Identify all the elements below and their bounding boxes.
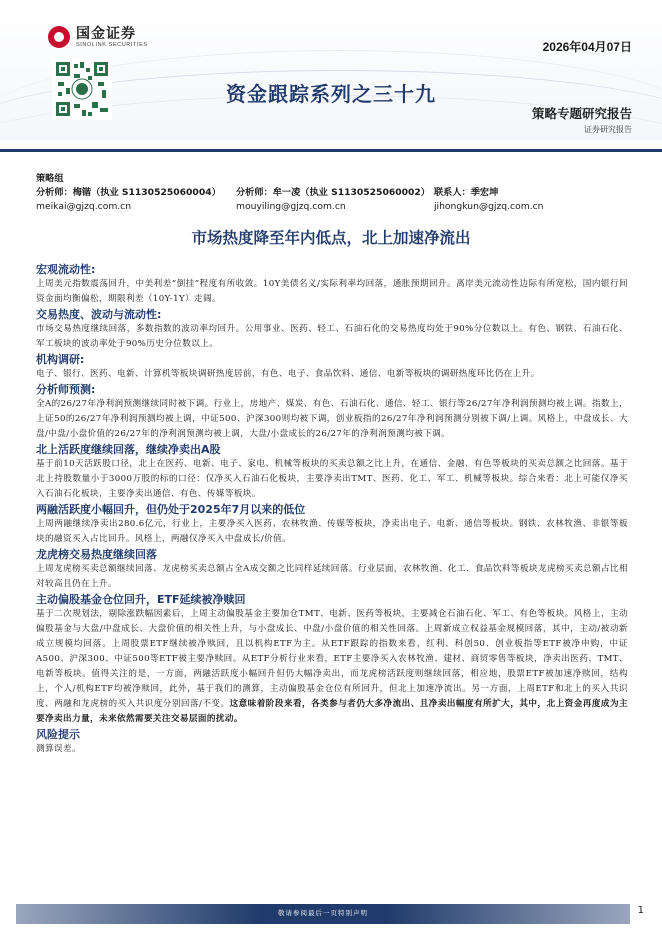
- report-date: 2026年04月07日: [542, 40, 632, 54]
- analyst-email[interactable]: meikai@gjzq.com.cn: [36, 201, 132, 212]
- section-heading: 风险提示: [36, 728, 80, 741]
- section-dragon-tiger: [36, 547, 628, 592]
- section-heading: 两融活跃度小幅回升，但仍处于2025年7月以来的低位: [36, 503, 306, 516]
- section-risk: [36, 727, 628, 757]
- report-type: 策略专题研究报告: [531, 106, 632, 121]
- analyst-name: 分析师：牟一凌（执业 S1130525060002）: [236, 187, 430, 198]
- page-number: 1: [637, 905, 644, 916]
- header-divider: [0, 149, 662, 152]
- analyst-2: [236, 186, 434, 214]
- logo-name-cn: 国金证券: [76, 25, 136, 41]
- section-heading: 交易热度、波动与流动性:: [36, 308, 162, 321]
- section-text: [36, 607, 628, 727]
- section-text: 上周龙虎榜买卖总额继续回落、龙虎榜买卖总额占全A成交额之比同样延续回落。行业层面，农林牧渔、化工、食品饮料等板块龙虎榜买卖总额占比相对较高且仍在上升。: [36, 564, 628, 589]
- company-logo: [48, 26, 148, 48]
- section-trading-heat: [36, 307, 628, 352]
- team-label: 策略组: [36, 173, 64, 184]
- logo-name-en: SINOLINK SECURITIES: [76, 42, 148, 49]
- section-text: 基于前10天活跃股口径，北上在医药、电新、电子、家电、机械等板块的买卖总额之比上升，在通信、金融、有色等板块的买卖总额之比回落。基于北上持股数量小于3000万股的标的口径：仅净买入石油石化板块，主要净卖出TMT、医药、化工、军工、机械等板块。综合来看：北上可能仅净买入石油石化板块，主要净卖出通信、有色、传媒等板块。: [36, 459, 628, 499]
- footer-disclaimer: 敬请参阅最后一页特别声明: [278, 909, 368, 917]
- section-text: 市场交易热度继续回落，多数指数的波动率均回升。公用事业、医药、轻工、石油石化的交易热度均处于90%分位数以上。有色、钢铁、石油石化、军工板块的波动率处于90%历史分位数以上。: [36, 324, 628, 349]
- section-text-main: 基于二次规划法，剔除涨跌幅因素后，上周主动偏股基金主要加仓TMT、电新、医药等板块，主要减仓石油石化、军工、有色等板块。风格上，主动偏股基金与大盘/中盘成长、大盘价值的相关性上升，与小盘成长、中盘/小盘价值的相关性回落。上周新成立权益基金规模回落，其中，主动/被动新成立规模均回落。上周股票ETF继续被净赎回，且以机构ETF为主。从ETF跟踪的指数来看，红利、科创50、创业板指等ETF被净申购，中证A500、沪深300、中证500等ETF被主要净赎回。从ETF分析行业来看，ETF主要净买入农林牧渔、建材、商贸零售等板块，净卖出医药、TMT、电新等板块。值得关注的是，一方面，两融活跃度小幅回升但仍大幅净卖出，而龙虎榜活跃度则继续回落，相应地，股票ETF被加速净赎回，结构上，个人/机构ETF均被净赎回，此外，基于我们的测算，主动偏股基金仓位有所回升，但北上加速净流出。另一方面，上周ETF和北上的买入共识度、两融和龙虎榜的买入共识度分别回落/不变。: [36, 609, 628, 709]
- analyst-email[interactable]: mouyiling@gjzq.com.cn: [236, 201, 346, 212]
- section-funds-etf: [36, 592, 628, 727]
- report-headline: 市场热度降至年内低点，北上加速净流出: [191, 229, 471, 247]
- section-heading: 北上活跃度继续回落，继续净卖出A股: [36, 443, 221, 456]
- report-subtype: 证券研究报告: [584, 125, 632, 134]
- section-text-emphasis: 这意味着阶段来看，各类参与者仍大多净流出、且净卖出幅度有所扩大，其中，北上资金再度成为主要净卖出力量，未来依然需要关注交易层面的扰动。: [36, 699, 628, 724]
- analyst-name: 分析师：梅锴（执业 S1130525060004）: [36, 187, 221, 198]
- section-text: 测算误差。: [36, 744, 81, 754]
- contact-name: 联系人：季宏坤: [434, 187, 499, 198]
- logo-mark-icon: [48, 26, 70, 48]
- analyst-1: [36, 186, 236, 214]
- series-title: 资金跟踪系列之三十九: [226, 82, 436, 106]
- page-footer: [0, 904, 662, 936]
- report-body: [36, 262, 628, 757]
- section-heading: 分析师预测:: [36, 383, 96, 396]
- contact-person: [434, 186, 634, 214]
- section-macro-liquidity: [36, 262, 628, 307]
- section-analyst-forecast: [36, 382, 628, 442]
- section-northbound: [36, 442, 628, 502]
- section-text: 上周两融继续净卖出280.6亿元，行业上，主要净买入医药、农林牧渔、传媒等板块，净卖出电子、电新、通信等板块。钢铁、农林牧渔、非银等板块的融资买入占比回升。风格上，两融仅净买入中盘成长/价值。: [36, 519, 628, 544]
- section-heading: 机构调研:: [36, 353, 85, 366]
- section-institutional-research: [36, 352, 628, 382]
- section-heading: 宏观流动性:: [36, 263, 96, 276]
- section-text: 上周美元指数震荡回升，中美利差“倒挂”程度有所收敛。10Y美债名义/实际利率均回落，通胀预期回升。离岸美元流动性边际有所宽松，国内银行间资金面均衡偏松，期限利差（10Y-1Y）走阔。: [36, 279, 628, 304]
- analyst-block: [36, 170, 636, 214]
- header-banner: [0, 0, 662, 140]
- contact-email[interactable]: jihongkun@gjzq.com.cn: [434, 201, 544, 212]
- section-text: 电子、银行、医药、电新、计算机等板块调研热度居前，有色、电子、食品饮料、通信、电新等板块的调研热度环比仍在上升。: [36, 369, 540, 379]
- section-margin-trading: [36, 502, 628, 547]
- section-heading: 主动偏股基金仓位回升，ETF延续被净赎回: [36, 593, 246, 606]
- section-heading: 龙虎榜交易热度继续回落: [36, 548, 157, 561]
- section-text: 全A的26/27年净利润预测继续同时被下调。行业上，房地产、煤炭、有色、石油石化、通信、轻工、银行等26/27年净利润预测均被上调。指数上，上证50的26/27年净利润预测均被上调，中证500、沪深300则均被下调，创业板指的26/27年净利润预测分别被下调/上调。风格上，中盘成长、大盘/中盘/小盘价值的26/27年的净利润预测均被上调，大盘/小盘成长的26/27年的净利润预测均被下调。: [36, 399, 628, 439]
